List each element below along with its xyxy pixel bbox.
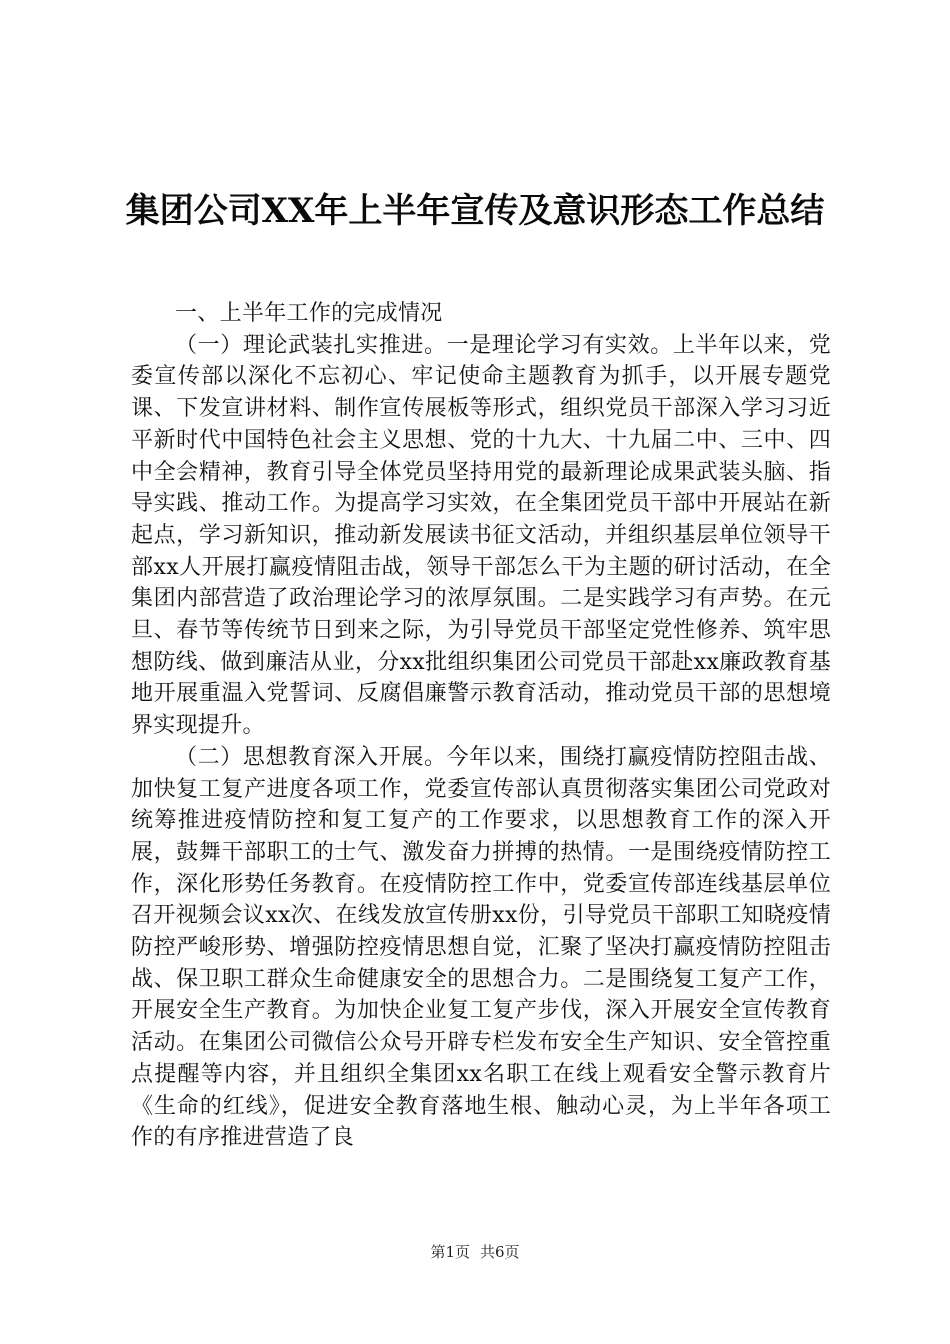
paragraph-education: （二）思想教育深入开展。今年以来，围绕打赢疫情防控阻击战、加快复工复产进度各项工作，党委宣传部认真贯彻落实集团公司党政对统筹推进疫情防控和复工复产的工作要求，以思想教育工作的深入开展，鼓舞干部职工的士气、激发奋力拼搏的热情。一是围绕疫情防控工作，深化形势任务教育。在疫情防控工作中，党委宣传部连线基层单位召开视频会议xx次、在线发放宣传册xx份，引导党员干部职工知晓疫情防控严峻形势、增强防控疫情思想自觉，汇聚了坚决打赢疫情防控阻击战、保卫职工群众生命健康安全的思想合力。二是围绕复工复产工作，开展安全生产教育。为加快企业复工复产步伐，深入开展安全宣传教育活动。在集团公司微信公众号开辟专栏发布安全生产知识、安全管控重点提醒等内容，并且组织全集团xx名职工在线上观看安全警示教育片《生命的红线》，促进安全教育落地生根、触动心灵，为上半年各项工作的有序推进营造了良 [131,744,831,1151]
section-heading: 一、上半年工作的完成情况 [175,301,443,326]
document-title: 集团公司XX年上半年宣传及意识形态工作总结 [125,191,825,231]
paragraph-theory: （一）理论武装扎实推进。一是理论学习有实效。上半年以来，党委宣传部以深化不忘初心、牢记使命主题教育为抓手，以开展专题党课、下发宣讲材料、制作宣传展板等形式，组织党员干部深入学习习近平新时代中国特色社会主义思想、党的十九大、十九届二中、三中、四中全会精神，教育引导全体党员坚持用党的最新理论成果武装头脑、指导实践、推动工作。为提高学习实效，在全集团党员干部中开展站在新起点，学习新知识，推动新发展读书征文活动，并组织基层单位领导干部xx人开展打赢疫情阻击战，领导干部怎么干为主题的研讨活动，在全集团内部营造了政治理论学习的浓厚氛围。二是实践学习有声势。在元旦、春节等传统节日到来之际，为引导党员干部坚定党性修养、筑牢思想防线、做到廉洁从业，分xx批组织集团公司党员干部赴xx廉政教育基地开展重温入党誓词、反腐倡廉警示教育活动，推动党员干部的思想境界实现提升。 [131,332,831,739]
page-total: 共6页 [480,1243,520,1261]
page-number: 第1页 [430,1243,470,1261]
document-body [131,298,831,1154]
page-footer [0,1241,950,1263]
